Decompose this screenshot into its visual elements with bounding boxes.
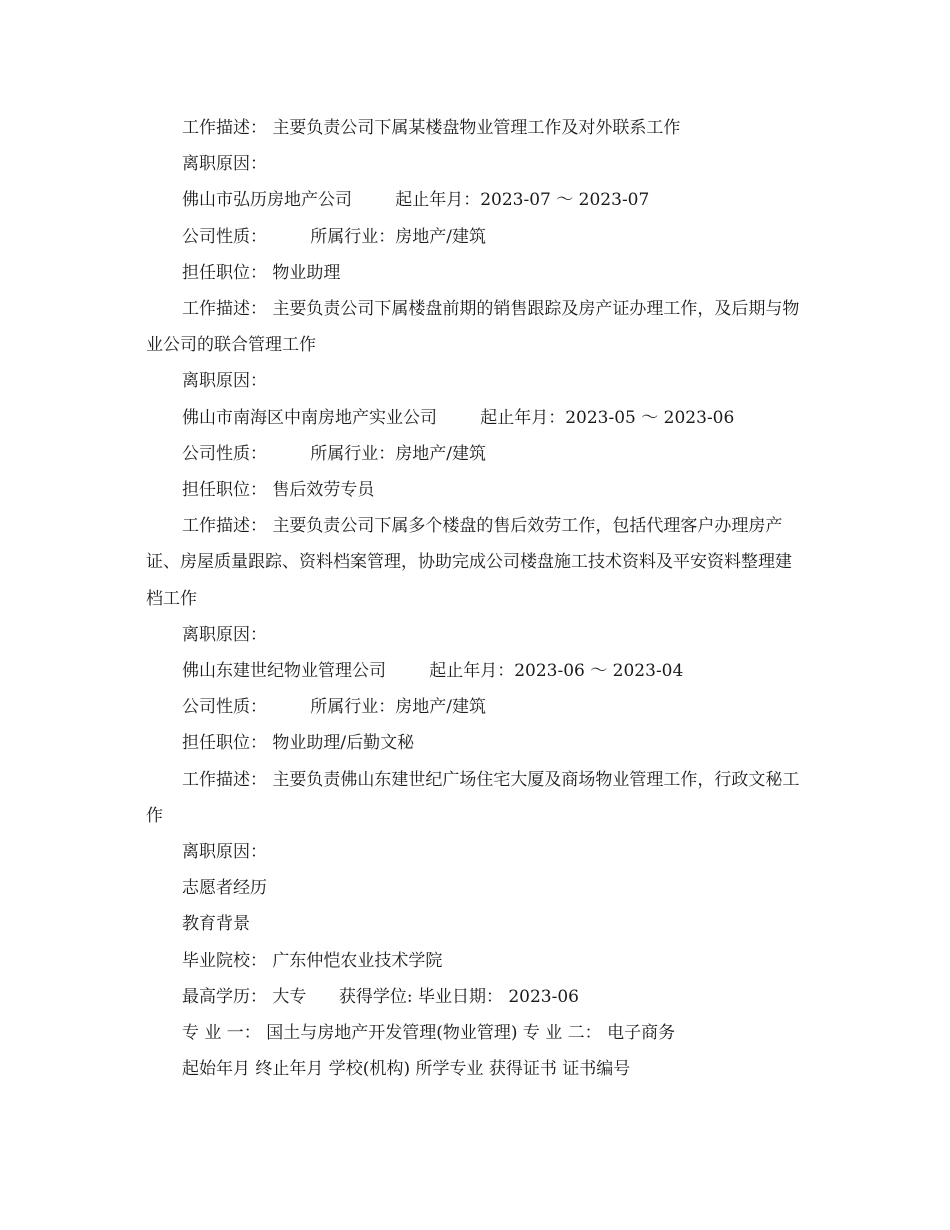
leave-reason-4: 离职原因： xyxy=(182,842,267,863)
volunteer-heading: 志愿者经历 xyxy=(182,878,267,899)
position-2: 担任职位： 售后效劳专员 xyxy=(182,480,375,501)
leave-reason-1: 离职原因： xyxy=(182,154,267,175)
majors: 专 业 一： 国土与房地产开发管理(物业管理) 专 业 二： 电子商务 xyxy=(182,1023,676,1044)
company-nature-1: 公司性质： 所属行业：房地产/建筑 xyxy=(182,226,486,247)
graduate-school: 毕业院校： 广东仲恺农业技术学院 xyxy=(182,950,443,971)
company-nature-2: 公司性质： 所属行业：房地产/建筑 xyxy=(182,443,486,464)
job-description-3: 工作描述： 主要负责公司下属多个楼盘的售后效劳工作，包括代理客户办理房产证、房屋质量跟踪、资料档案管理，协助完成公司楼盘施工技术资料及平安资料整理建档工作 xyxy=(146,516,792,609)
job-description-1: 工作描述： 主要负责公司下属某楼盘物业管理工作及对外联系工作 xyxy=(182,118,681,138)
education-heading: 教育背景 xyxy=(182,914,250,935)
company-2: 佛山市南海区中南房地产实业公司 起止年月：2023-05 ～ 2023-06 xyxy=(182,407,735,428)
document-page xyxy=(0,110,950,1087)
company-1: 佛山市弘历房地产公司 起止年月：2023-07 ～ 2023-07 xyxy=(182,190,650,211)
company-3: 佛山东建世纪物业管理公司 起止年月：2023-06 ～ 2023-04 xyxy=(182,661,684,682)
position-3: 担任职位： 物业助理/后勤文秘 xyxy=(182,733,415,754)
position-1: 担任职位： 物业助理 xyxy=(182,262,341,283)
highest-degree: 最高学历： 大专 获得学位: 毕业日期： 2023-06 xyxy=(182,986,580,1007)
leave-reason-2: 离职原因： xyxy=(182,371,267,392)
job-description-4: 工作描述： 主要负责佛山东建世纪广场住宅大厦及商场物业管理工作，行政文秘工作 xyxy=(146,769,800,826)
company-nature-3: 公司性质： 所属行业：房地产/建筑 xyxy=(182,697,486,718)
leave-reason-3: 离职原因： xyxy=(182,624,267,645)
education-table-header: 起始年月 终止年月 学校(机构) 所学专业 获得证书 证书编号 xyxy=(182,1059,631,1080)
job-description-2: 工作描述： 主要负责公司下属楼盘前期的销售跟踪及房产证办理工作，及后期与物业公司的联合管理工作 xyxy=(146,299,800,356)
